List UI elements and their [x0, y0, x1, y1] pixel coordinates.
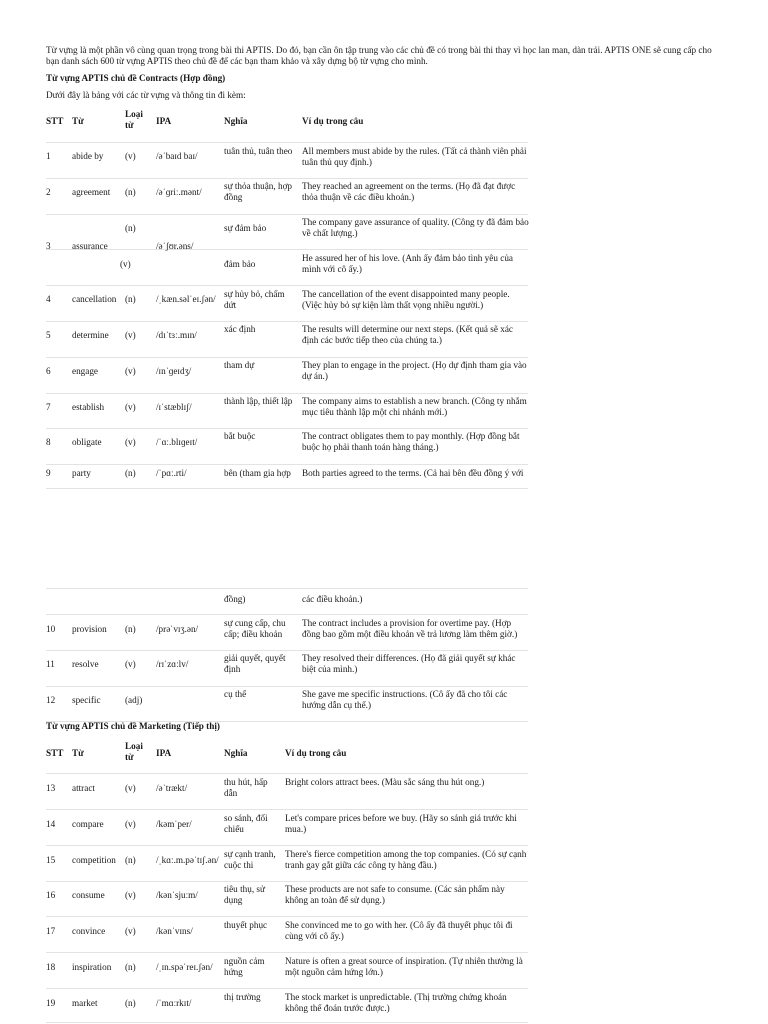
row-meaning: tham dự: [224, 360, 255, 370]
row-type: (v): [125, 402, 136, 412]
row-type: (n): [125, 962, 136, 972]
row-word: market: [72, 998, 98, 1008]
header-type: Loại từ: [125, 109, 143, 130]
row-stt: 19: [46, 998, 56, 1008]
row-ipa: /ˈmɑːrkɪt/: [156, 998, 192, 1008]
row-divider: [46, 214, 528, 215]
row-word: obligate: [72, 437, 102, 447]
row-type: (v): [125, 366, 136, 376]
row-word: engage: [72, 366, 99, 376]
row-ipa: /əˈbaɪd baɪ/: [156, 151, 198, 161]
row-type: (n): [125, 468, 136, 478]
row-meaning: bắt buộc: [224, 431, 256, 441]
row-example: They plan to engage in the project. (Họ dự định tham gia vào dự án.): [302, 360, 527, 381]
row-stt: 1: [46, 151, 51, 161]
header-word: Từ: [72, 116, 84, 126]
row-example: There's fierce competition among the top companies. (Có sự cạnh tranh gay gắt giữa các công ty hàng đầu.): [285, 849, 527, 870]
row-meaning: thành lập, thiết lập: [224, 396, 293, 406]
row-stt: 11: [46, 659, 55, 669]
row-meaning: sự cạnh tranh, cuộc thi: [224, 849, 276, 870]
row-stt: 5: [46, 330, 51, 340]
row-meaning: so sánh, đối chiếu: [224, 813, 268, 834]
row-ipa: /ˌkɑː.m.pəˈtɪʃ.ən/: [156, 855, 219, 865]
row-stt: 4: [46, 294, 51, 304]
row-example: Both parties agreed to the terms. (Cả hai bên đều đồng ý với: [302, 468, 524, 478]
row-meaning: sự hủy bỏ, chấm dứt: [224, 289, 285, 310]
row-type: (v): [125, 330, 136, 340]
row-example: The company aims to establish a new branch. (Công ty nhắm mục tiêu thành lập một chi nhánh mới.): [302, 396, 527, 417]
row-meaning: thuyết phục: [224, 920, 268, 930]
row-meaning: sự đảm bảo: [224, 223, 267, 233]
row-word: abide by: [72, 151, 104, 161]
header-ipa: IPA: [156, 748, 172, 758]
row-divider: [46, 285, 528, 286]
header-example: Ví dụ trong câu: [285, 748, 347, 758]
header-stt: STT: [46, 116, 64, 126]
row-word: inspiration: [72, 962, 112, 972]
row-divider: [46, 178, 528, 179]
row-stt: 16: [46, 890, 56, 900]
row-meaning: bên (tham gia hợp: [224, 468, 291, 478]
row-type: (v): [125, 926, 136, 936]
row-ipa: /rɪˈzɑːlv/: [156, 659, 189, 669]
row-meaning: xác định: [224, 324, 256, 334]
row-stt: 18: [46, 962, 56, 972]
row-divider: [46, 393, 528, 394]
header-meaning: Nghĩa: [224, 748, 248, 758]
row-meaning: giải quyết, quyết định: [224, 653, 286, 674]
row-example: Bright colors attract bees. (Màu sắc sáng thu hút ong.): [285, 777, 485, 787]
row-ipa: /kəmˈper/: [156, 819, 192, 829]
row-word: party: [72, 468, 91, 478]
row-example: Let's compare prices before we buy. (Hãy so sánh giá trước khi mua.): [285, 813, 517, 834]
row-type: (n): [125, 294, 136, 304]
row-type: (v): [125, 783, 136, 793]
row-type: (v): [125, 437, 136, 447]
row-divider: [46, 916, 528, 917]
row-stt: 13: [46, 783, 56, 793]
row-example: các điều khoản.): [302, 594, 363, 604]
row-divider: [46, 464, 528, 465]
row-ipa: /əˈtrækt/: [156, 783, 188, 793]
row-example: These products are not safe to consume. (Các sản phẩm này không an toàn để sử dụng.): [285, 884, 505, 905]
row-ipa: /ˌkæn.səlˈeɪ.ʃən/: [156, 294, 216, 304]
row-meaning: đồng): [224, 594, 246, 604]
row-ipa: /ɪˈstæblɪʃ/: [156, 402, 192, 412]
row-meaning: sự cung cấp, chu cấp; điều khoản: [224, 618, 286, 639]
row-ipa: /ˌɪn.spəˈreɪ.ʃən/: [156, 962, 213, 972]
row-type: (v): [125, 890, 136, 900]
header-stt: STT: [46, 748, 64, 758]
row-divider: [46, 845, 528, 846]
section-contracts-title: Từ vựng APTIS chủ đề Contracts (Hợp đồng): [46, 73, 226, 83]
row-example: The contract includes a provision for overtime pay. (Hợp đồng bao gồm một điều khoản về trả lương làm thêm giờ.): [302, 618, 518, 639]
row-meaning: nguồn cảm hứng: [224, 956, 265, 977]
header-word: Từ: [72, 748, 84, 758]
row-example: The stock market is unpredictable. (Thị trường chứng khoán không thể đoán trước được.): [285, 992, 507, 1013]
row-word: compare: [72, 819, 104, 829]
row-meaning: sự thỏa thuận, hợp đồng: [224, 181, 293, 202]
header-example: Ví dụ trong câu: [302, 116, 364, 126]
row-meaning: tiêu thụ, sử dụng: [224, 884, 265, 905]
row-type: (n): [125, 624, 136, 634]
row-example: The company gave assurance of quality. (Công ty đã đảm bảo về chất lượng.): [302, 217, 529, 238]
row-meaning: thu hút, hấp dẫn: [224, 777, 268, 798]
row-example: She gave me specific instructions. (Cô ấy đã cho tôi các hướng dẫn cụ thể.): [302, 689, 508, 710]
row-ipa: /ˈpɑː.rti/: [156, 468, 187, 478]
row-ipa: /kənˈsjuːm/: [156, 890, 198, 900]
row-stt: 15: [46, 855, 56, 865]
row-type: (n): [125, 855, 136, 865]
row-type: (v): [125, 819, 136, 829]
row-stt: 10: [46, 624, 56, 634]
row-stt: 14: [46, 819, 56, 829]
header-ipa: IPA: [156, 116, 172, 126]
row-ipa: /əˈʃʊr.əns/: [156, 241, 194, 251]
row-type: (n): [125, 223, 136, 233]
row-meaning: thị trường: [224, 992, 261, 1002]
row-divider: [46, 321, 528, 322]
row-type: (adj): [125, 695, 143, 705]
row-stt: 17: [46, 926, 56, 936]
row-stt: 9: [46, 468, 51, 478]
row-word: provision: [72, 624, 107, 634]
row-type: (v): [125, 151, 136, 161]
row-example: They reached an agreement on the terms. (Họ đã đạt được thỏa thuận về các điều khoản.): [302, 181, 516, 202]
row-divider: [46, 1022, 528, 1023]
row-ipa: /dɪˈtɜː.mɪn/: [156, 330, 197, 340]
row-stt: 2: [46, 187, 51, 197]
row-word: cancellation: [72, 294, 117, 304]
row-meaning: cụ thể: [224, 689, 247, 699]
header-type: Loại từ: [125, 741, 143, 762]
header-meaning: Nghĩa: [224, 116, 248, 126]
row-word: specific: [72, 695, 101, 705]
row-word: assurance: [72, 241, 108, 251]
row-type: (n): [125, 187, 136, 197]
row-divider: [46, 142, 528, 143]
row-ipa: /ˈɑː.blɪɡeɪt/: [156, 437, 198, 447]
row-word: agreement: [72, 187, 111, 197]
row-example: The results will determine our next steps. (Kết quả sẽ xác định các bước tiếp theo của chúng ta.): [302, 324, 513, 345]
row-divider: [46, 428, 528, 429]
row-word: convince: [72, 926, 106, 936]
row-stt: 6: [46, 366, 51, 376]
row-divider: [46, 809, 528, 810]
row-word: consume: [72, 890, 105, 900]
row-type-secondary: (v): [120, 259, 131, 269]
section-marketing-title: Từ vựng APTIS chủ đề Marketing (Tiếp thị): [46, 721, 220, 731]
row-divider: [46, 773, 528, 774]
row-divider: [46, 881, 528, 882]
row-type: (v): [125, 659, 136, 669]
row-word: competition: [72, 855, 116, 865]
row-word: resolve: [72, 659, 99, 669]
row-divider: [46, 488, 528, 489]
row-example: The cancellation of the event disappointed many people. (Việc hủy bỏ sự kiện làm thất vọng nhiều người.): [302, 289, 510, 310]
row-example: All members must abide by the rules. (Tất cả thành viên phải tuân thủ quy định.): [302, 146, 527, 167]
row-divider: [46, 650, 528, 651]
row-ipa: /ɪnˈɡeɪdʒ/: [156, 366, 192, 376]
row-example: Nature is often a great source of inspiration. (Tự nhiên thường là một nguồn cảm hứng lớn.): [285, 956, 523, 977]
row-word: attract: [72, 783, 95, 793]
row-divider: [46, 588, 528, 589]
row-stt: 3: [46, 241, 51, 251]
row-divider: [46, 357, 528, 358]
row-word: determine: [72, 330, 109, 340]
row-stt: 8: [46, 437, 51, 447]
row-meaning: tuân thủ, tuân theo: [224, 146, 293, 156]
row-ipa: /kənˈvɪns/: [156, 926, 193, 936]
row-ipa: /əˈɡriː.mənt/: [156, 187, 202, 197]
row-divider: [46, 614, 528, 615]
row-meaning-secondary: đảm bảo: [224, 259, 256, 269]
row-example: She convinced me to go with her. (Cô ấy đã thuyết phục tôi đi cùng với cô ấy.): [285, 920, 513, 941]
section-contracts-subtitle: Dưới đây là bảng với các từ vựng và thông tin đi kèm:: [46, 90, 246, 100]
row-divider: [46, 988, 528, 989]
intro-paragraph: Từ vựng là một phần vô cùng quan trọng trong bài thi APTIS. Do đó, bạn cần ôn tập trung vào các chủ đề có trong bài thi thay vì học lan man, dàn trải. APTIS ONE sẽ cung cấp cho bạn danh sách 600 từ vựng APTIS theo chủ đề để các bạn tham khảo và xây dựng bộ từ vựng cho mình.: [46, 45, 712, 66]
row-example-secondary: He assured her of his love. (Anh ấy đảm bảo tình yêu của mình với cô ấy.): [302, 253, 513, 274]
row-example: The contract obligates them to pay monthly. (Hợp đồng bắt buộc họ phải thanh toán hàng tháng.): [302, 431, 520, 452]
row-stt: 7: [46, 402, 51, 412]
row-word: establish: [72, 402, 105, 412]
row-ipa: /prəˈvɪʒ.ən/: [156, 624, 199, 634]
row-divider: [46, 952, 528, 953]
row-stt: 12: [46, 695, 56, 705]
row-example: They resolved their differences. (Họ đã giải quyết sự khác biệt của mình.): [302, 653, 516, 674]
row-divider: [46, 686, 528, 687]
row-type: (n): [125, 998, 136, 1008]
